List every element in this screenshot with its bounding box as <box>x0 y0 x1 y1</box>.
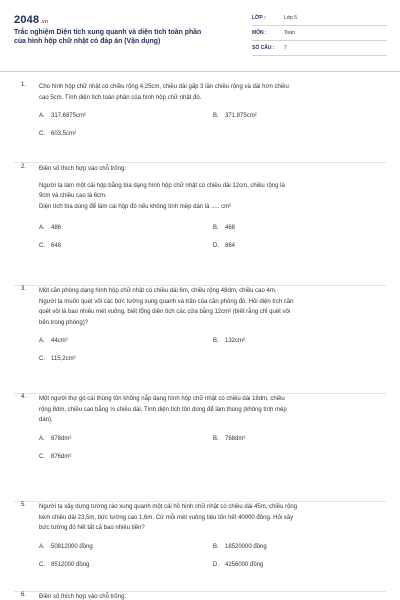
option-text: 44cm² <box>51 338 68 345</box>
option-label: A. <box>39 113 45 120</box>
question-number: 5. <box>21 502 27 508</box>
meta-row-count <box>252 44 387 56</box>
question-line: Một người thợ gò cái thùng tôn không nắp dạng hình hộp chữ nhật có chiều dài 18dm, chiều <box>39 396 285 402</box>
meta-panel <box>252 14 387 59</box>
meta-value: Lớp 5 <box>284 15 298 21</box>
question-line: Người ta muốn quét vôi các bức tường xung quanh và trần của căn phòng đó. Hỏi diện tích cần <box>39 298 294 305</box>
question-line: quét vôi là bao nhiêu mét vuông, biết tổng diện tích các cửa bằng 12cm² (biết rằng chỉ quét vôi <box>39 309 291 316</box>
option-text: 115,2cm² <box>51 356 76 363</box>
question-line: 9cm và chiều cao là 6cm. <box>39 193 107 200</box>
title-line: Trắc nghiệm Diện tích xung quanh và diện tích toàn phần <box>14 29 202 36</box>
option-label: C. <box>39 243 45 250</box>
answer-option-b[interactable] <box>213 113 257 119</box>
answer-option-b[interactable] <box>213 544 267 550</box>
option-text: 4256000 đồng <box>225 561 264 568</box>
question-separator <box>14 162 386 163</box>
answer-option-c[interactable] <box>39 131 76 137</box>
question-line: Diện tích bìa dùng để làm cái hộp đó nếu không tính mép dán là ..... cm² <box>39 203 232 210</box>
answer-option-a[interactable] <box>39 225 61 231</box>
question-line: kém chiều dài 23,5m, bức tường cao 1,6m. Cứ mỗi mét vuông tiêu tốn hết 40000 đồng. Hỏi xây <box>39 514 294 521</box>
option-label: B. <box>213 543 219 550</box>
answer-option-d[interactable] <box>213 562 263 568</box>
question-number: 3. <box>21 286 27 292</box>
question-text <box>39 286 374 328</box>
option-text: 648 <box>51 243 62 250</box>
option-label: C. <box>39 561 45 568</box>
question-line: dán). <box>39 417 53 424</box>
title-line: của hình hộp chữ nhật có đáp án (Vận dụng) <box>14 37 161 45</box>
question-line: Điền số thích hợp vào chỗ trống: <box>39 594 126 600</box>
option-label: C. <box>39 356 45 363</box>
meta-label: MÔN : <box>252 30 267 36</box>
option-label: C. <box>39 453 45 460</box>
question-number: 1. <box>21 82 27 88</box>
answer-option-b[interactable] <box>213 338 245 344</box>
option-text: 18520000 đồng <box>225 543 267 550</box>
option-text: 603,5cm² <box>51 131 77 138</box>
answer-option-b[interactable] <box>213 436 245 442</box>
option-label: C. <box>39 131 45 138</box>
question-line: Người ta xây dựng tường rào xung quanh một cái hồ hình chữ nhật có chiều dài 45m, chiều rộng <box>39 504 298 510</box>
site-logo[interactable] <box>14 14 48 26</box>
question-text <box>39 502 374 534</box>
option-text: 486 <box>51 225 62 232</box>
question-number: 6. <box>21 592 27 598</box>
option-text: 468 <box>225 225 236 232</box>
option-label: A. <box>39 225 45 232</box>
answer-option-a[interactable] <box>39 436 71 442</box>
answer-option-a[interactable] <box>39 544 93 550</box>
answer-option-c[interactable] <box>39 454 71 460</box>
option-text: 132cm² <box>225 338 246 345</box>
answer-option-c[interactable] <box>39 562 89 568</box>
answer-option-d[interactable] <box>213 243 235 249</box>
question-line: bức tường đó hết tất cả bao nhiêu tiền? <box>39 525 145 532</box>
meta-row-class <box>252 14 387 26</box>
option-label: A. <box>39 543 45 550</box>
option-text: 317,6875cm² <box>51 113 87 120</box>
meta-label: SỐ CÂU : <box>252 45 275 51</box>
option-label: A. <box>39 338 45 345</box>
question-number: 4. <box>21 394 27 400</box>
answer-option-b[interactable] <box>213 225 235 231</box>
option-label: D. <box>213 561 219 568</box>
answer-option-a[interactable] <box>39 113 86 119</box>
question-text <box>39 164 374 212</box>
option-text: 8512000 đồng <box>51 561 90 568</box>
header-divider <box>0 71 400 72</box>
question-line: bên trong phòng)? <box>39 319 89 326</box>
option-label: A. <box>39 435 45 442</box>
logo-suffix: .vn <box>40 19 49 25</box>
question-line: Điền số thích hợp vào chỗ trống: <box>39 166 126 172</box>
option-text: 678dm² <box>51 435 72 442</box>
option-text: 864 <box>225 243 236 250</box>
answer-option-c[interactable] <box>39 243 61 249</box>
meta-value: 7 <box>284 45 287 51</box>
page-header <box>0 0 400 66</box>
option-text: 371,875cm² <box>225 113 257 120</box>
question-line: cao 5cm. Tính diện tích toàn phần của hình hộp chữ nhật đó. <box>39 94 202 101</box>
option-label: B. <box>213 113 219 120</box>
question-line: rộng 8dm, chiều cao bằng ⅓ chiều dài. Tính diện tích tôn dùng để làm thùng (không tính mép <box>39 406 287 413</box>
option-label: B. <box>213 435 219 442</box>
meta-value: Toán <box>284 30 295 36</box>
logo-text: 2048 <box>14 14 40 26</box>
answer-option-a[interactable] <box>39 338 68 344</box>
option-text: 768dm² <box>225 435 246 442</box>
option-label: B. <box>213 338 219 345</box>
option-text: 876dm² <box>51 453 72 460</box>
question-text <box>39 592 374 600</box>
question-text <box>39 82 374 103</box>
answer-option-c[interactable] <box>39 356 76 362</box>
option-label: B. <box>213 225 219 232</box>
document-title <box>14 29 232 46</box>
question-line: Một căn phòng dạng hình hộp chữ nhật có chiều dài 6m, chiều rộng 48dm, chiều cao 4m. <box>39 288 277 294</box>
question-text <box>39 394 374 426</box>
option-label: D. <box>213 243 219 250</box>
question-line: Người ta làm một cái hộp bằng bìa dạng hình hộp chữ nhật có chiều dài 12cm, chiều rộng là <box>39 182 285 189</box>
meta-row-subject <box>252 29 387 41</box>
meta-label: LỚP : <box>252 15 266 21</box>
question-number: 2. <box>21 164 27 170</box>
option-text: 50812000 đồng <box>51 543 93 550</box>
question-line: Cho hình hộp chữ nhật có chiều rộng 4,25cm, chiều dài gấp 3 lần chiều rộng và dài hơn chiều <box>39 84 289 90</box>
